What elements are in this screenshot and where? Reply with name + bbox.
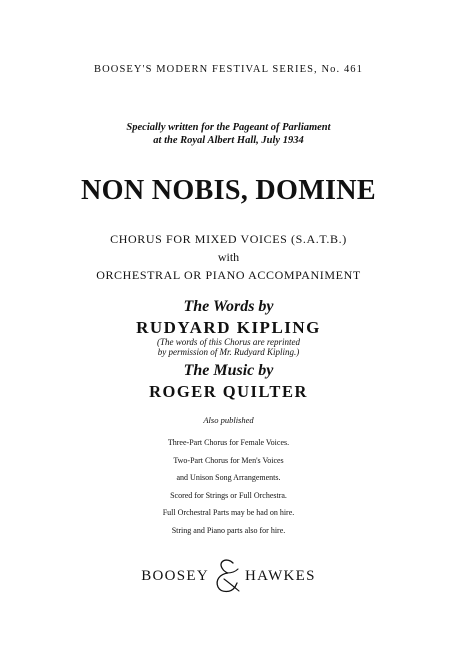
series-header: BOOSEY'S MODERN FESTIVAL SERIES, No. 461 [93, 64, 364, 75]
publisher-name-right: HAWKES [245, 567, 316, 584]
dedication-line-2: at the Royal Albert Hall, July 1934 [153, 135, 304, 146]
also-published-list [0, 434, 457, 539]
publisher-name-left: BOOSEY [141, 567, 210, 584]
dedication-line-1: Specially written for the Pageant of Parliament [126, 122, 331, 133]
list-item: Two-Part Chorus for Men's Voices [173, 455, 284, 465]
permission-note-line-1: (The words of this Chorus are reprinted [156, 337, 300, 347]
list-item: String and Piano parts also for hire. [171, 525, 286, 535]
subtitle-line-3: ORCHESTRAL OR PIANO ACCOMPANIMENT [96, 268, 361, 282]
list-item: Three-Part Chorus for Female Voices. [167, 438, 290, 447]
list-item: Full Orchestral Parts may be had on hire. [162, 508, 295, 517]
words-by-label: The Words by [183, 298, 274, 315]
also-published-heading: Also published [203, 415, 254, 425]
publisher-logo [0, 558, 457, 594]
permission-note-line-2: by permission of Mr. Rudyard Kipling.) [157, 347, 300, 357]
ampersand-logo-icon [213, 558, 241, 594]
music-by-label: The Music by [183, 362, 274, 379]
author-name: RUDYARD KIPLING [136, 318, 321, 337]
list-item: and Unison Song Arrangements. [176, 473, 281, 482]
page-title: NON NOBIS, DOMINE [81, 174, 376, 206]
subtitle-line-2: with [217, 250, 240, 264]
composer-name: ROGER QUILTER [149, 382, 308, 401]
subtitle-line-1: CHORUS FOR MIXED VOICES (S.A.T.B.) [110, 232, 347, 246]
list-item: Scored for Strings or Full Orchestra. [170, 490, 287, 500]
